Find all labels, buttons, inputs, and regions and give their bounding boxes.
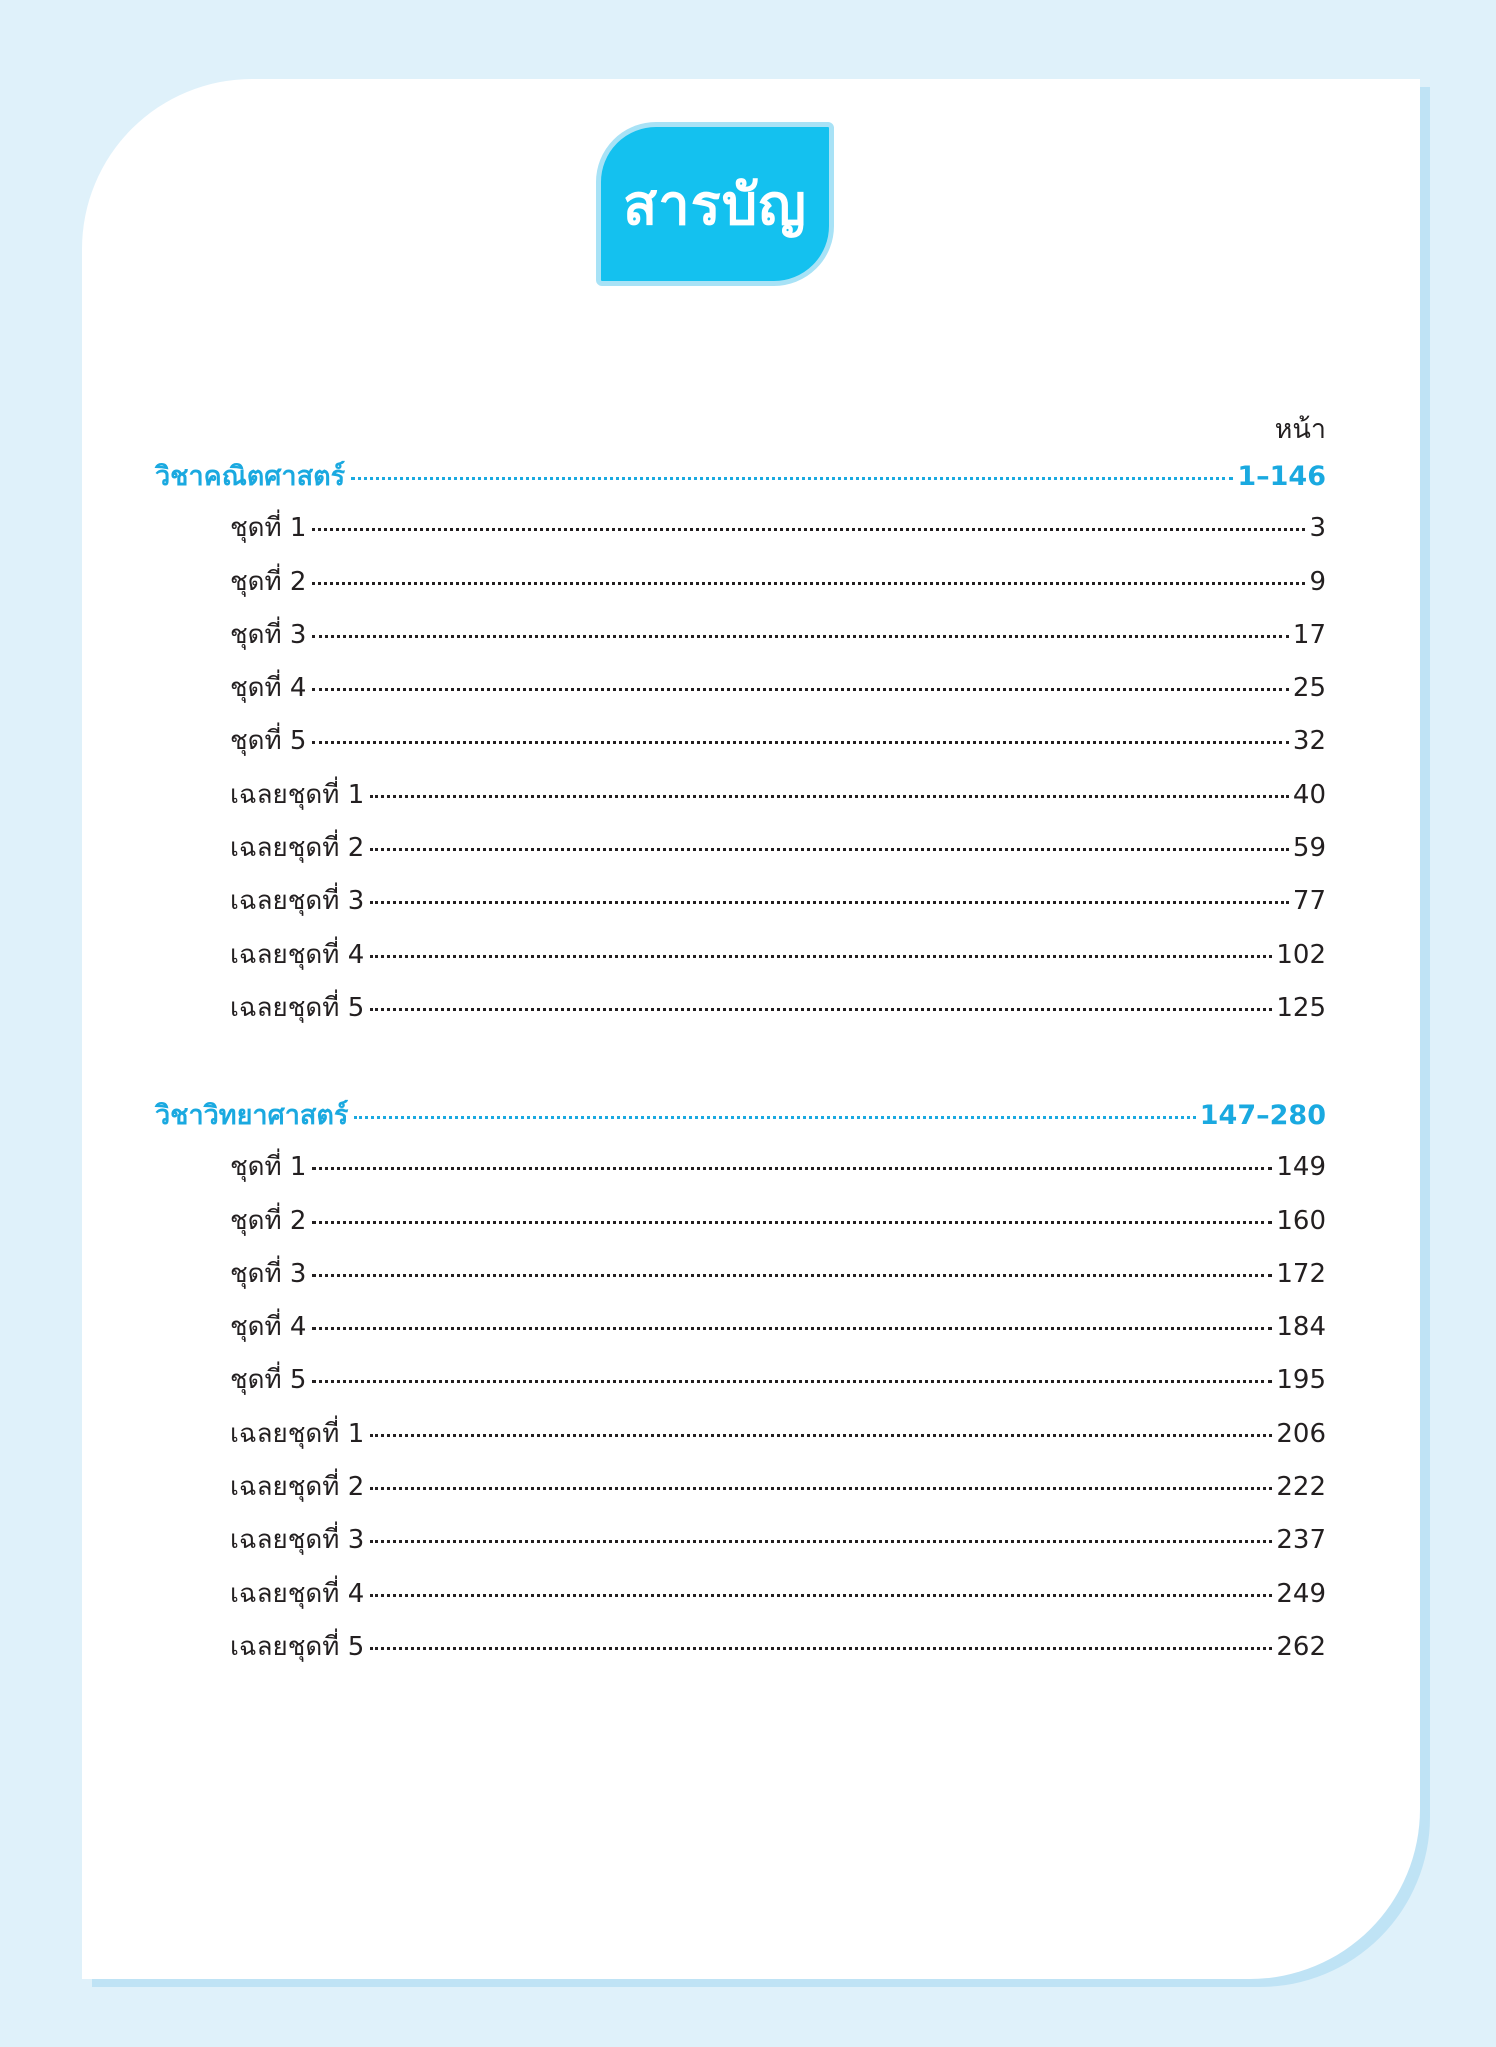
toc-entry	[155, 774, 1326, 827]
toc-entry-label: เฉลยชุดที่ 3	[230, 1525, 365, 1556]
toc-entry-page: 222	[1276, 1472, 1326, 1503]
page-title: สารบัญ	[623, 172, 807, 238]
toc-entry-label: เฉลยชุดที่ 1	[230, 779, 365, 810]
toc-entry	[155, 1413, 1326, 1466]
dot-leader	[370, 1487, 1272, 1490]
title-badge	[596, 122, 834, 286]
dot-leader	[312, 688, 1288, 691]
dot-leader	[312, 1380, 1272, 1383]
toc-entry-page: 3	[1309, 513, 1326, 544]
dot-leader	[370, 901, 1289, 904]
dot-leader	[370, 1008, 1272, 1011]
toc-entry-page: 17	[1292, 619, 1326, 650]
dot-leader	[312, 741, 1288, 744]
toc-section-heading	[155, 454, 1326, 507]
toc-entry-label: ชุดที่ 2	[230, 566, 307, 597]
toc-entry-label: เฉลยชุดที่ 4	[230, 1578, 365, 1609]
toc-entry-label: เฉลยชุดที่ 2	[230, 833, 365, 864]
toc-entry-label: เฉลยชุดที่ 2	[230, 1472, 365, 1503]
toc-entry-label: เฉลยชุดที่ 5	[230, 992, 365, 1023]
toc-entry	[155, 1200, 1326, 1253]
toc-entry-label: ชุดที่ 5	[230, 1365, 307, 1396]
dot-leader	[370, 848, 1289, 851]
toc-entry-page: 172	[1276, 1258, 1326, 1289]
toc-entry-label: ชุดที่ 5	[230, 726, 307, 757]
toc-entry-label: วิชาคณิตศาสตร์	[155, 461, 346, 492]
toc-entry-page: 160	[1276, 1205, 1326, 1236]
toc-entry-page: 262	[1276, 1631, 1326, 1662]
dot-leader	[312, 1274, 1272, 1277]
dot-leader	[370, 795, 1289, 798]
toc-entry-page: 147–280	[1199, 1100, 1326, 1131]
toc-entry-label: ชุดที่ 4	[230, 673, 307, 704]
toc-entry-page: 206	[1276, 1418, 1326, 1449]
dot-leader	[312, 635, 1288, 638]
toc-entry	[155, 1573, 1326, 1626]
toc-entry	[155, 1519, 1326, 1572]
toc-entry-page: 125	[1276, 992, 1326, 1023]
dot-leader	[312, 528, 1305, 531]
toc-entry	[155, 827, 1326, 880]
page-column-label: หน้า	[1274, 414, 1326, 445]
toc-entry	[155, 1146, 1326, 1199]
toc-entry	[155, 614, 1326, 667]
dot-leader	[312, 1327, 1272, 1330]
toc-entry	[155, 1466, 1326, 1519]
toc-entry-label: ชุดที่ 3	[230, 619, 307, 650]
dot-leader	[370, 1647, 1272, 1650]
dot-leader	[312, 582, 1305, 585]
toc-entry	[155, 880, 1326, 933]
toc-entry	[155, 667, 1326, 720]
toc-entry-page: 9	[1309, 566, 1326, 597]
toc-entry-page: 77	[1292, 886, 1326, 917]
toc-entry-page: 149	[1276, 1152, 1326, 1183]
toc-entry	[155, 561, 1326, 614]
toc-entry-label: เฉลยชุดที่ 4	[230, 939, 365, 970]
toc-entry-label: ชุดที่ 2	[230, 1205, 307, 1236]
toc-entry	[155, 987, 1326, 1040]
dot-leader	[351, 477, 1233, 480]
toc-entry	[155, 1253, 1326, 1306]
toc-entry	[155, 1306, 1326, 1359]
dot-leader	[370, 1434, 1272, 1437]
toc-entry-label: ชุดที่ 4	[230, 1312, 307, 1343]
toc-entry	[155, 1359, 1326, 1412]
toc-entry	[155, 1626, 1326, 1679]
dot-leader	[312, 1167, 1272, 1170]
toc-entry-page: 25	[1292, 673, 1326, 704]
toc-entry-label: ชุดที่ 1	[230, 513, 307, 544]
toc-entry-page: 195	[1276, 1365, 1326, 1396]
dot-leader	[312, 1221, 1272, 1224]
toc-entry-label: ชุดที่ 1	[230, 1152, 307, 1183]
dot-leader	[370, 1594, 1272, 1597]
toc-entry-label: เฉลยชุดที่ 1	[230, 1418, 365, 1449]
dot-leader	[370, 955, 1272, 958]
toc-entry-page: 249	[1276, 1578, 1326, 1609]
toc-entry-page: 59	[1292, 833, 1326, 864]
toc-entry-page: 32	[1292, 726, 1326, 757]
toc-section-math	[155, 454, 1326, 1040]
toc-entry-page: 237	[1276, 1525, 1326, 1556]
toc-entry-label: ชุดที่ 3	[230, 1258, 307, 1289]
toc-entry-page: 102	[1276, 939, 1326, 970]
toc-entry	[155, 507, 1326, 560]
toc-entry-label: เฉลยชุดที่ 3	[230, 886, 365, 917]
toc-entry-label: วิชาวิทยาศาสตร์	[155, 1100, 349, 1131]
toc-entry-label: เฉลยชุดที่ 5	[230, 1631, 365, 1662]
toc-entry-page: 184	[1276, 1312, 1326, 1343]
toc-section-heading	[155, 1093, 1326, 1146]
toc-entry	[155, 720, 1326, 773]
toc-entry-page: 1–146	[1237, 461, 1326, 492]
toc-section-science	[155, 1093, 1326, 1679]
toc-entry-page: 40	[1292, 779, 1326, 810]
dot-leader	[370, 1540, 1272, 1543]
dot-leader	[354, 1116, 1195, 1119]
toc-entry	[155, 934, 1326, 987]
